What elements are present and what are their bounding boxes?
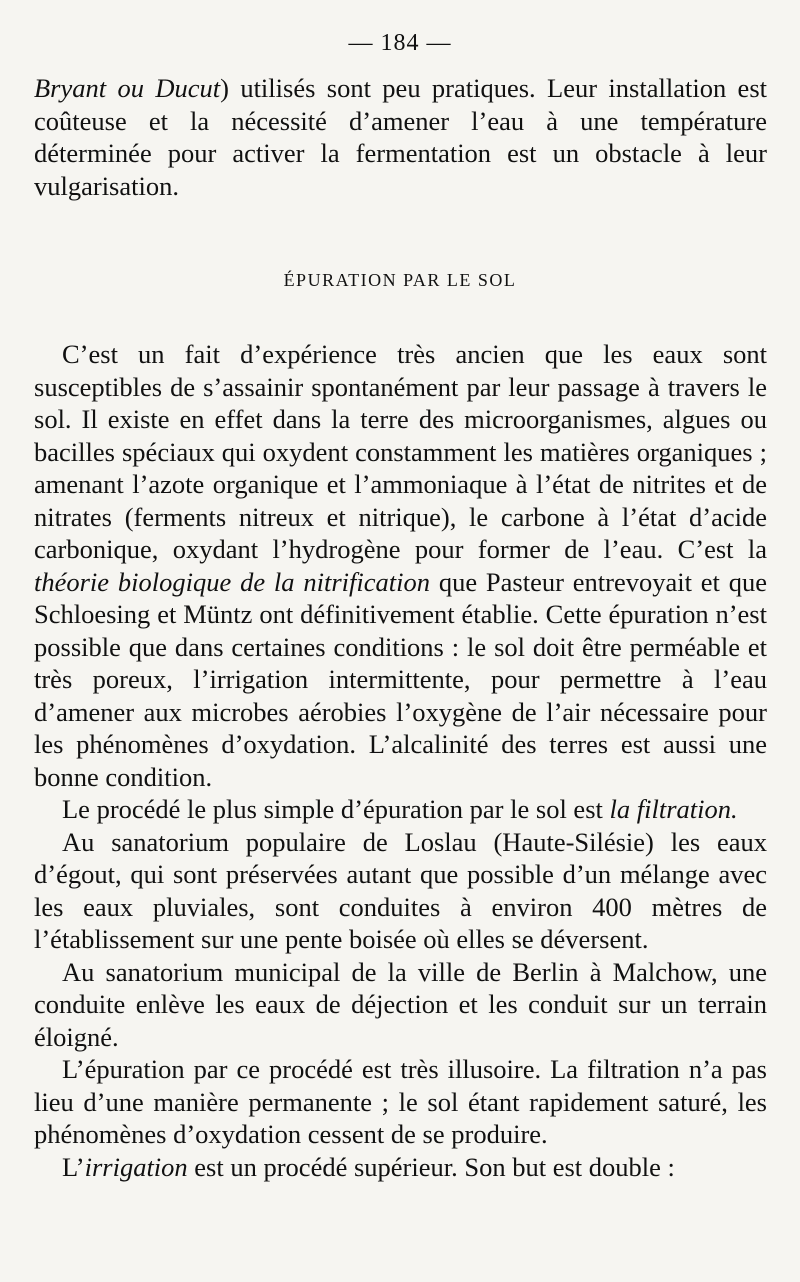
intro-paragraph <box>34 72 767 202</box>
paragraph-2 <box>34 793 767 826</box>
paragraph-4: Au sanatorium municipal de la ville de Berlin à Malchow, une conduite enlève les eaux de déjection et les conduit sur un terrain éloigné. <box>34 956 767 1052</box>
paragraph-1 <box>34 338 767 793</box>
paragraph-3: Au sanatorium populaire de Loslau (Haute-Silésie) les eaux d’égout, qui sont préservées autant que possible d’un mélange avec les eaux pluviales, sont conduites à environ 400 mètres de l’établissement sur une pente boisée où elles se déversent. <box>34 826 767 954</box>
p1-italic: théorie biologique de la nitrification <box>34 566 430 597</box>
p6-italic: irrigation <box>84 1151 188 1182</box>
intro-body: ) utilisés sont peu pratiques. Leur installation est coûteuse et la nécessité d’amener l’eau à une température déterminée pour activer la fermentation est un obstacle à leur vulgarisation. <box>34 73 767 201</box>
section-heading: ÉPURATION PAR LE SOL <box>283 270 517 290</box>
paragraph-6 <box>34 1151 767 1184</box>
section-body <box>34 338 767 1183</box>
p1-before: C’est un fait d’expérience très ancien que les eaux sont susceptibles de s’assainir spontanément par leur passage à travers le sol. Il existe en effet dans la terre des microorganismes, algues ou bacilles spéciaux qui oxydent constamment les matières organiques ; amenant l’azote organique et l’ammoniaque à l’état de nitrites et de nitrates (ferments nitreux et nitrique), le carbone à l’état d’acide carbonique, oxydant l’hydrogène pour former de l’eau. C’est la <box>34 339 767 564</box>
p1-after: que Pasteur entrevoyait et que Schloesing et Müntz ont définitivement établie. Cette épuration n’est possible que dans certaines conditions : le sol doit être perméable et très poreux, l’irrigation intermittente, pour permettre à l’eau d’amener aux microbes aérobies l’oxygène de l’air nécessaire pour les phénomènes d’oxydation. L’alcalinité des terres est aussi une bonne condition. <box>34 566 768 792</box>
p6-before: L’ <box>62 1151 85 1182</box>
p2-before: Le procédé le plus simple d’épuration par le sol est <box>62 794 610 824</box>
paragraph-5: L’épuration par ce procédé est très illusoire. La filtration n’a pas lieu d’une manière permanente ; le sol étant rapidement saturé, les phénomènes d’oxydation cessent de se produire. <box>34 1054 767 1149</box>
p2-italic: la filtration. <box>609 794 738 824</box>
page-number: — 184 — <box>348 30 452 56</box>
intro-italic-lead: Bryant ou Ducut <box>34 73 221 103</box>
intro-text <box>34 72 767 202</box>
p6-after: est un procédé supérieur. Son but est double : <box>187 1151 675 1182</box>
